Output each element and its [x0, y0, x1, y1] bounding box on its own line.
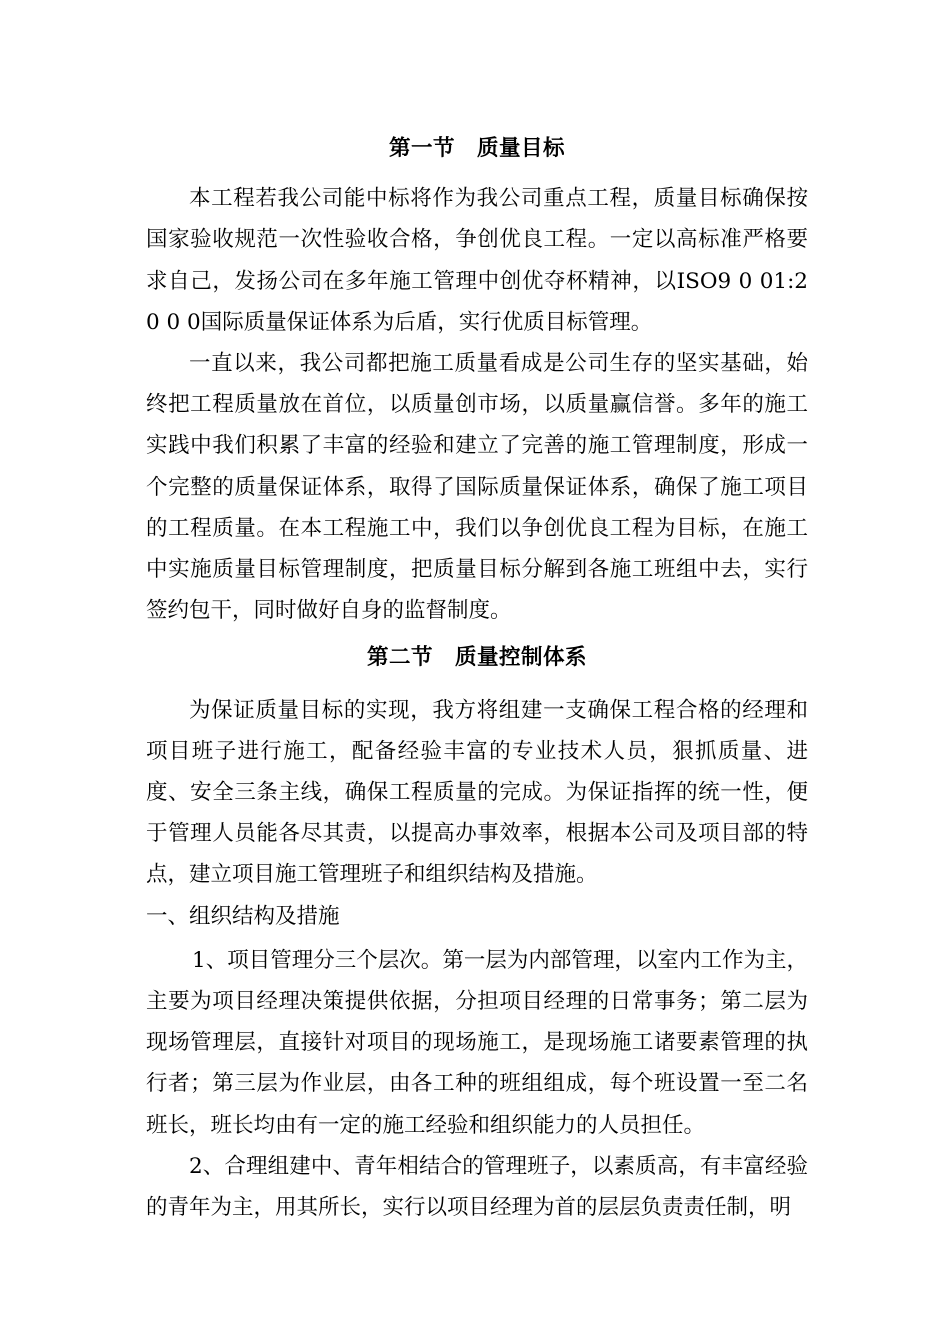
section-2-subheading: 一、组织结构及措施: [146, 903, 340, 929]
section-2-item-2: 2、合理组建中、青年相结合的管理班子，以素质高，有丰富经验的青年为主，用其所长，实行以项目经理为首的层层负责责任制，明: [146, 1153, 808, 1221]
section-2-title: 质量控制体系: [455, 645, 588, 671]
section-2-item-1: 1、项目管理分三个层次。第一层为内部管理，以室内工作为主，主要为项目经理决策提供依据，分担项目经理的日常事务；第二层为现场管理层，直接针对项目的现场施工，是现场施工诸要素管理的执行者；第三层为作业层，由各工种的班组组成，每个班设置一至二名班长，班长均由有一定的施工经验和组织能力的人员担任。: [146, 947, 808, 1138]
section-1-heading: [146, 128, 808, 169]
section-2-number: 第二节: [366, 645, 433, 671]
document-page: [146, 128, 808, 1228]
section-2-intro: 为保证质量目标的实现，我方将组建一支确保工程合格的经理和项目班子进行施工，配备经验丰富的专业技术人员，狠抓质量、进度、安全三条主线，确保工程质量的完成。为保证指挥的统一性，便于管理人员能各尽其责，以提高办事效率，根据本公司及项目部的特点，建立项目施工管理班子和组织结构及措施。: [146, 697, 808, 888]
section-1-title: 质量目标: [477, 136, 566, 161]
section-2-heading: [146, 637, 808, 678]
section-1-paragraph-2: 一直以来，我公司都把施工质量看成是公司生存的坚实基础，始终把工程质量放在首位，以质量创市场，以质量赢信誉。多年的施工实践中我们积累了丰富的经验和建立了完善的施工管理制度，形成一个完整的质量保证体系，取得了国际质量保证体系，确保了施工项目的工程质量。在本工程施工中，我们以争创优良工程为目标，在施工中实施质量目标管理制度，把质量目标分解到各施工班组中去，实行签约包干，同时做好自身的监督制度。: [146, 351, 808, 624]
section-1-paragraph-1: 本工程若我公司能中标将作为我公司重点工程，质量目标确保按国家验收规范一次性验收合格，争创优良工程。一定以高标准严格要求自己，发扬公司在多年施工管理中创优夺杯精神，以ISO9 0 01:2 0 0 0国际质量保证体系为后盾，实行优质目标管理。: [146, 186, 808, 335]
section-1-number: 第一节: [388, 136, 455, 161]
